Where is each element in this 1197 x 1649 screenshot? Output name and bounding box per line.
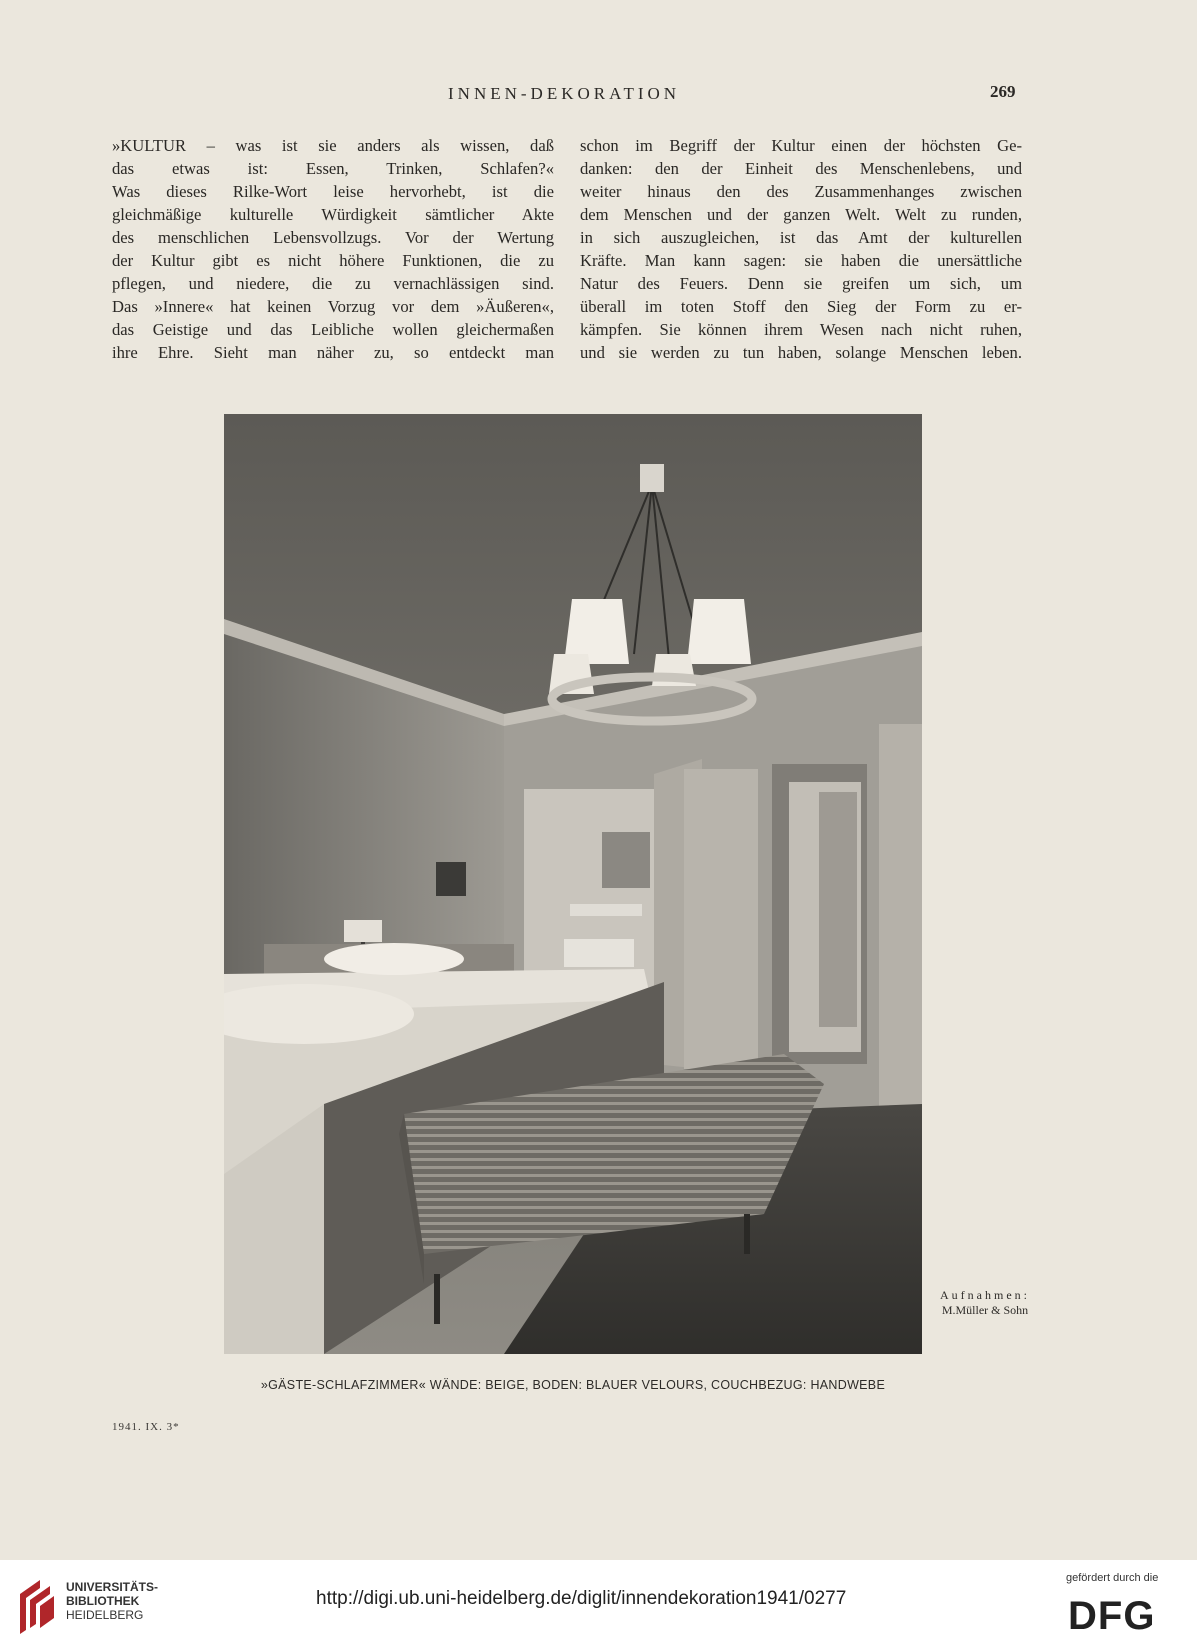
article-line: ihre Ehre. Sieht man näher zu, so entdeckt man [112,343,554,362]
article-line: weiter hinaus den des Zusammenhanges zwischen [580,182,1022,201]
article-line: Was dieses Rilke-Wort leise hervorhebt, ist die [112,182,554,201]
library-name-line: HEIDELBERG [66,1608,144,1622]
article-line: das etwas ist: Essen, Trinken, Schlafen?« [112,159,554,178]
library-name-line: BIBLIOTHEK [66,1594,140,1608]
article-line [112,134,554,157]
photo-credit [930,1288,1040,1318]
article-line: gleichmäßige kulturelle Würdigkeit sämtlicher Akte [112,205,554,224]
photo-credit-label: Aufnahmen: [940,1288,1030,1302]
article-line-text: »KULTUR – was ist sie anders als wissen, daß [112,136,554,155]
article-line: in sich auszugleichen, ist das Amt der kulturellen [580,228,1022,247]
article-line: Natur des Feuers. Denn sie greifen um sich, um [580,274,1022,293]
signature-mark: 1941. IX. 3* [112,1421,180,1433]
photo-caption: »GÄSTE-SCHLAFZIMMER« WÄNDE: BEIGE, BODEN: BLAUER VELOURS, COUCHBEZUG: HANDWEBE [260,1378,886,1392]
sponsor-label: gefördert durch die [1066,1572,1159,1584]
running-title: INNEN-DEKORATION [448,84,681,103]
article-line: Das »Innere« hat keinen Vorzug vor dem »Äußeren«, [112,297,554,316]
article-line: pflegen, und niedere, die zu vernachlässigen sind. [112,274,554,293]
article-left-column [112,134,554,364]
digitization-footer [0,1560,1197,1649]
dfg-logo: DFG [1068,1594,1156,1638]
university-library-logo-icon [14,1574,58,1636]
photo-credit-name: M.Müller & Sohn [941,1303,1029,1317]
library-name-line: UNIVERSITÄTS- [66,1580,159,1594]
article-right-column [580,134,1022,364]
library-name [66,1580,158,1622]
permalink-url[interactable]: http://digi.ub.uni-heidelberg.de/diglit/innendekoration1941/0277 [316,1588,847,1609]
article-line: dem Menschen und der ganzen Welt. Welt zu runden, [580,205,1022,224]
bedroom-photograph [224,414,922,1354]
article-line: schon im Begriff der Kultur einen der höchsten Ge- [580,136,1022,155]
article-line: kämpfen. Sie können ihrem Wesen nach nicht ruhen, [580,320,1022,339]
article-line: überall im toten Stoff den Sieg der Form zu er- [580,297,1022,316]
article-line: und sie werden zu tun haben, solange Menschen leben. [580,343,1022,362]
article-line: der Kultur gibt es nicht höhere Funktionen, die zu [112,251,554,270]
article-line: Kräfte. Man kann sagen: sie haben die unersättliche [580,251,1022,270]
article-line: danken: den der Einheit des Menschenlebens, und [580,159,1022,178]
page-number: 269 [990,82,1016,101]
article-line: das Geistige und das Leibliche wollen gleichermaßen [112,320,554,339]
article-line: des menschlichen Lebensvollzugs. Vor der Wertung [112,228,554,247]
